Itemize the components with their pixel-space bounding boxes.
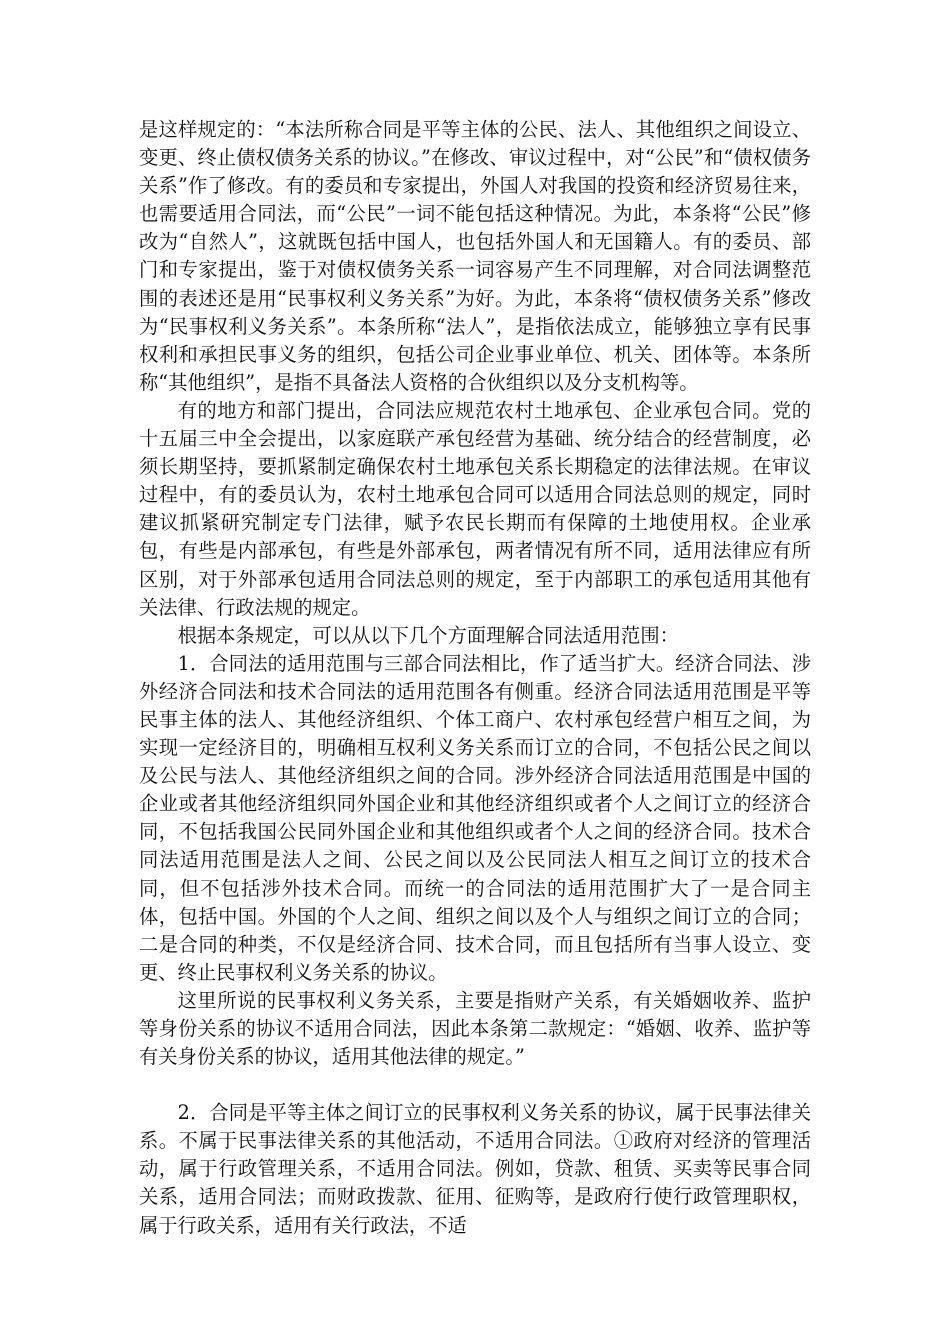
paragraph-point-1: 1．合同法的适用范围与三部合同法相比，作了适当扩大。经济合同法、涉外经济合同法和技术合同法的适用范围各有侧重。经济合同法适用范围是平等民事主体的法人、其他经济组织、个体工商户、农村承包经营户相互之间，为实现一定经济目的，明确相互权利义务关系而订立的合同，不包括公民之间以及公民与法人、其他经济组织之间的合同。涉外经济合同法适用范围是中国的企业或者其他经济组织同外国企业和其他经济组织或者个人之间订立的经济合同，不包括我国公民同外国企业和其他组织或者个人之间的经济合同。技术合同法适用范围是法人之间、公民之间以及公民同法人相互之间订立的技术合同，但不包括涉外技术合同。而统一的合同法的适用范围扩大了一是合同主体，包括中国。外国的个人之间、组织之间以及个人与组织之间订立的合同；二是合同的种类，不仅是经济合同、技术合同，而且包括所有当事人设立、变更、终止民事权利义务关系的协议。 <box>139 651 811 984</box>
paragraph-status-relations: 这里所说的民事权利义务关系，主要是指财产关系，有关婚姻收养、监护等身份关系的协议不适用合同法，因此本条第二款规定：“婚姻、收养、监护等有关身份关系的协议，适用其他法律的规定。” <box>139 988 811 1069</box>
paragraph-land-contracting: 有的地方和部门提出，合同法应规范农村土地承包、企业承包合同。党的十五届三中全会提出，以家庭联产承包经营为基础、统分结合的经营制度，必须长期坚持，要抓紧制定确保农村土地承包关系长期稳定的法律法规。在审议过程中，有的委员认为，农村土地承包合同可以适用合同法总则的规定，同时建议抓紧研究制定专门法律，赋予农民长期而有保障的土地使用权。企业承包，有些是内部承包，有些是外部承包，两者情况有所不同，适用法律应有所区别，对于外部承包适用合同法总则的规定，至于内部职工的承包适用其他有关法律、行政法规的规定。 <box>139 398 811 619</box>
paragraph-contract-definition: 是这样规定的：“本法所称合同是平等主体的公民、法人、其他组织之间设立、变更、终止债权债务关系的协议。”在修改、审议过程中，对“公民”和“债权债务关系”作了修改。有的委员和专家提出，外国人对我国的投资和经济贸易往来，也需要适用合同法，而“公民”一词不能包括这种情况。为此，本条将“公民”修改为“自然人”，这就既包括中国人，也包括外国人和无国籍人。有的委员、部门和专家提出，鉴于对债权债务关系一词容易产生不同理解，对合同法调整范围的表述还是用“民事权利义务关系”为好。为此，本条将“债权债务关系”修改为“民事权利义务关系”。本条所称“法人”，是指依法成立，能够独立享有民事权利和承担民事义务的组织，包括公司企业事业单位、机关、团体等。本条所称“其他组织”，是指不具备法人资格的合伙组织以及分支机构等。 <box>139 118 811 394</box>
document-page <box>139 116 811 1240</box>
paragraph-point-2: 2．合同是平等主体之间订立的民事权利义务关系的协议，属于民事法律关系。不属于民事法律关系的其他活动，不适用合同法。①政府对经济的管理活动，属于行政管理关系，不适用合同法。例如，贷款、租赁、买卖等民事合同关系，适用合同法；而财政拨款、征用、征购等，是政府行使行政管理职权，属于行政关系，适用有关行政法，不适 <box>139 1101 811 1237</box>
paragraph-spacer <box>139 1071 811 1099</box>
paragraph-scope-intro: 根据本条规定，可以从以下几个方面理解合同法适用范围： <box>177 623 679 647</box>
